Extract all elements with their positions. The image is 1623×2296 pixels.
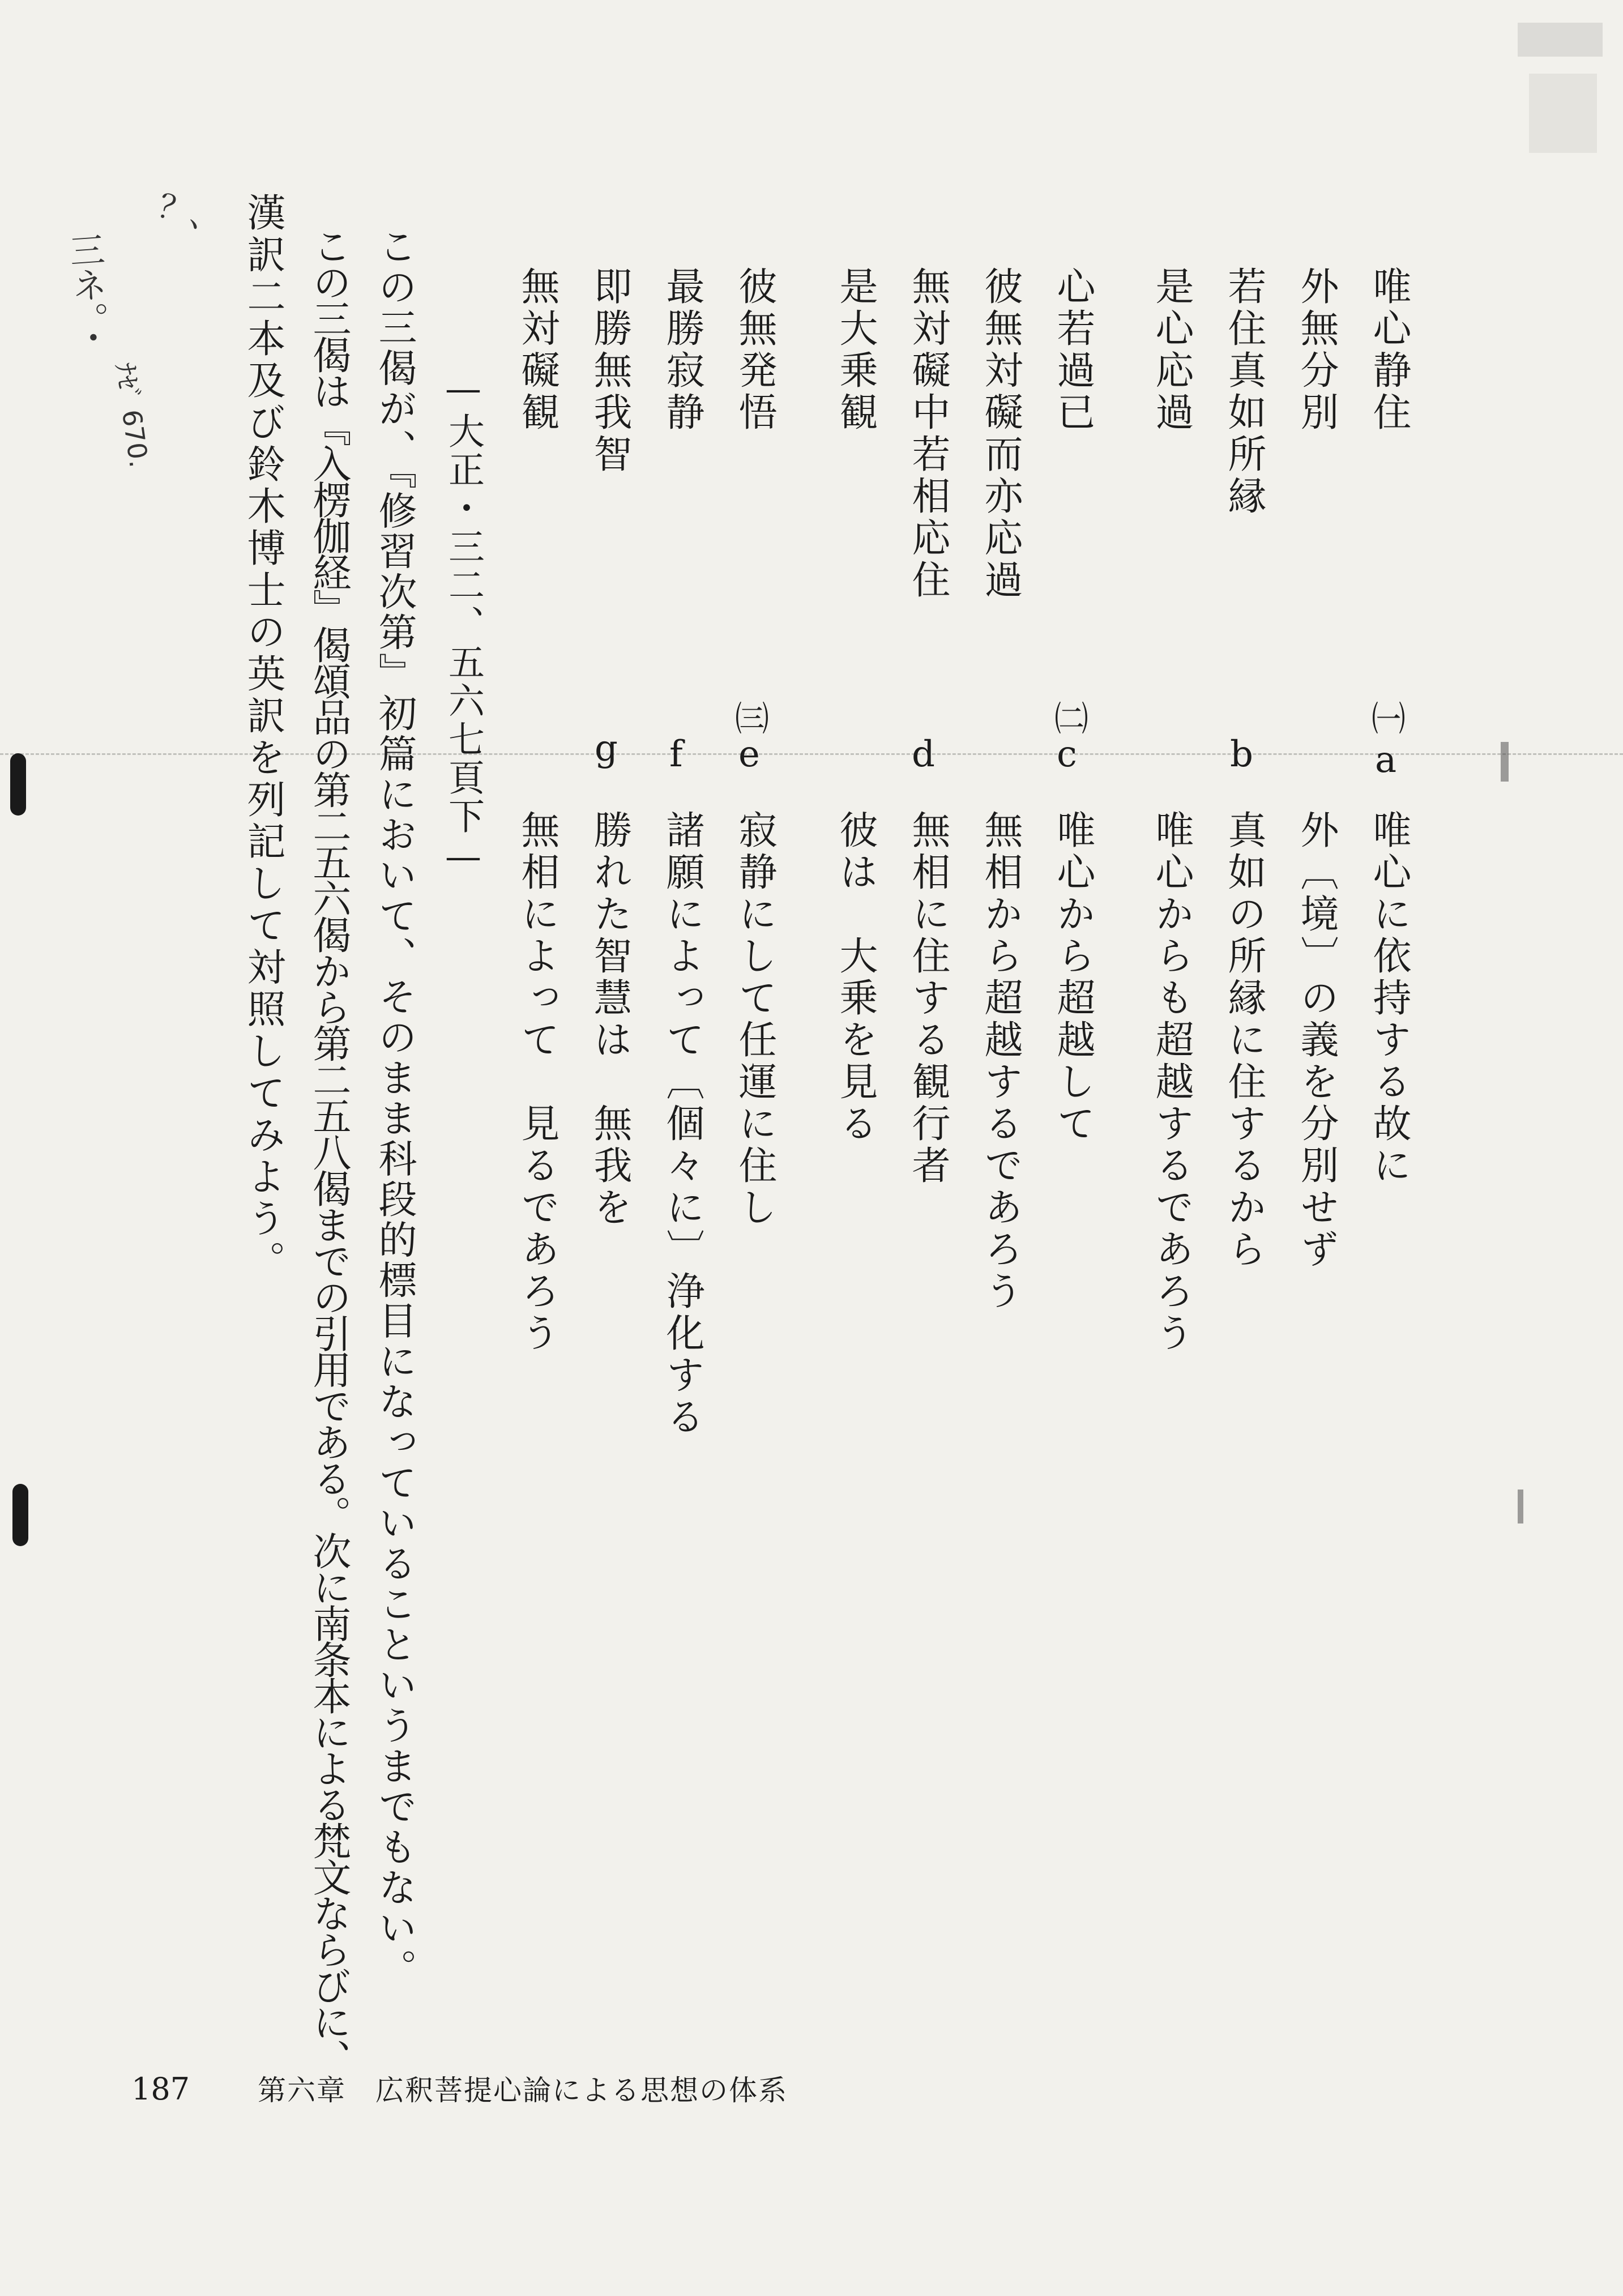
verse-line: 心若過已 <box>1050 266 1095 434</box>
section-marker-1: ㈠ <box>1372 699 1406 739</box>
verse-line: 唯心静住 <box>1366 266 1411 434</box>
verse-line: 無対礙観 <box>515 266 559 434</box>
item-letter-b: b <box>1230 733 1253 775</box>
verse-line: 外無分別 <box>1294 266 1339 434</box>
page-number: 187 <box>131 2071 190 2107</box>
body-paragraph-line: この三偈が、『修習次第』初篇において、そのまま科段的標目になっているこというまでもない。 <box>372 227 417 1989</box>
verse-line: 無対礙中若相応住 <box>906 266 950 601</box>
body-paragraph-line: 漢訳二本及び鈴木博士の英訳を列記して対照してみよう。 <box>241 193 285 1282</box>
scan-speck <box>1529 74 1597 153</box>
translation-line: 唯心からも超越するであろう <box>1149 810 1194 1355</box>
section-marker-3: ㈢ <box>735 699 769 739</box>
scan-speck <box>1518 23 1603 57</box>
translation-line: 寂静にして任運に住し <box>732 810 777 1229</box>
section-marker-2: ㈡ <box>1054 699 1088 739</box>
handwritten-mark: ？、 <box>153 186 228 241</box>
binder-hole-bottom <box>12 1484 28 1546</box>
item-letter-c: c <box>1057 733 1077 775</box>
translation-line: 唯心に依持する故に <box>1366 810 1411 1187</box>
handwritten-note: ﾅｾﾞ 670. <box>109 361 155 470</box>
translation-line: 諸願によって〔個々に〕浄化する <box>660 810 704 1439</box>
item-letter-g: g <box>595 728 618 770</box>
translation-line: 無相から超越するであろう <box>978 810 1023 1313</box>
translation-line: 外〔境〕の義を分別せず <box>1294 810 1339 1271</box>
citation: —大正・三二、五六七頁下— <box>442 368 484 880</box>
binder-hole-top <box>10 753 26 816</box>
translation-line: 勝れた智慧は 無我を <box>587 810 632 1229</box>
verse-line: 是大乗観 <box>833 266 878 434</box>
verse-line: 彼無発悟 <box>732 266 777 434</box>
verse-line: 最勝寂静 <box>660 266 704 434</box>
verse-line: 彼無対礙而亦応過 <box>978 266 1023 601</box>
verse-line: 即勝無我智 <box>587 266 632 476</box>
body-paragraph-line: この三偈は『入楞伽経』偈頌品の第二五六偈から第二五八偈までの引用である。次に南条本による梵文ならびに、 <box>306 227 351 2075</box>
handwritten-note: 三ネ。・ <box>62 231 113 357</box>
translation-line: 真如の所縁に住するから <box>1221 810 1266 1271</box>
verse-line: 是心応過 <box>1149 266 1194 434</box>
scan-speck <box>1501 742 1509 782</box>
item-letter-a: a <box>1375 739 1397 781</box>
item-letter-e: e <box>738 733 760 775</box>
translation-line: 無相によって 見るであろう <box>515 810 559 1355</box>
chapter-title: 第六章 広釈菩提心論による思想の体系 <box>258 2074 788 2107</box>
item-letter-f: f <box>669 733 683 775</box>
verse-line: 若住真如所縁 <box>1221 266 1266 518</box>
item-letter-d: d <box>912 733 935 775</box>
scan-speck <box>1518 1490 1523 1523</box>
translation-line: 無相に住する観行者 <box>906 810 950 1187</box>
translation-line: 彼は 大乗を見る <box>833 810 878 1145</box>
translation-line: 唯心から超越して <box>1050 810 1095 1145</box>
